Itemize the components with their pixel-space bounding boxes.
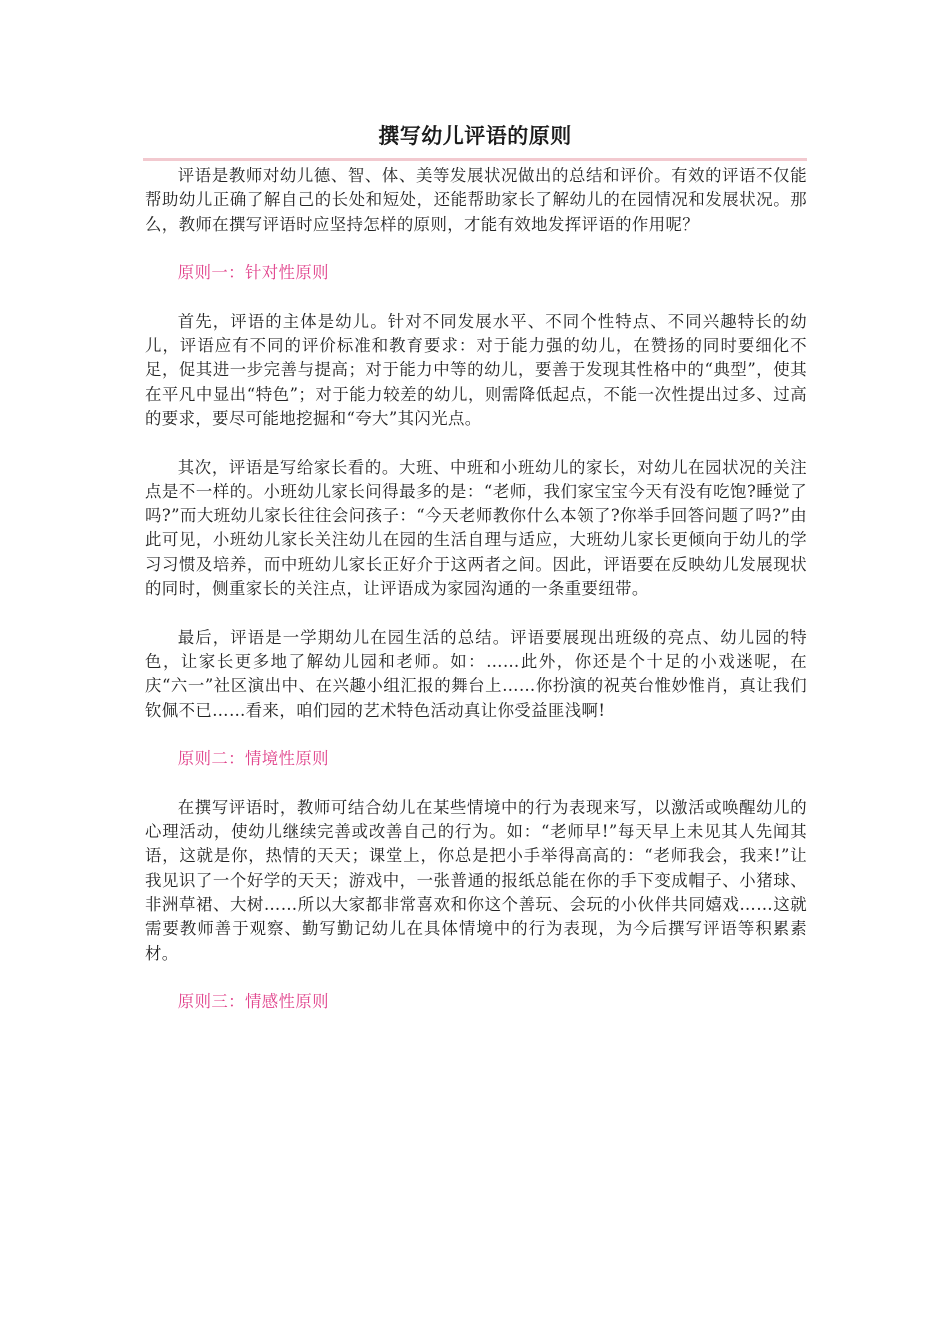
document-body [145,164,807,1014]
section1-paragraph-3: 最后，评语是一学期幼儿在园生活的总结。评语要展现出班级的亮点、幼儿园的特色，让家长更多地了解幼儿园和老师。如：……此外，你还是个十足的小戏迷呢，在庆“六一”社区演出中、在兴趣小组汇报的舞台上……你扮演的祝英台惟妙惟肖，真让我们钦佩不已……看来，咱们园的艺术特色活动真让你受益匪浅啊! [145,627,807,720]
intro-paragraph: 评语是教师对幼儿德、智、体、美等发展状况做出的总结和评价。有效的评语不仅能帮助幼儿正确了解自己的长处和短处，还能帮助家长了解幼儿的在园情况和发展状况。那么，教师在撰写评语时应坚持怎样的原则，才能有效地发挥评语的作用呢？ [145,166,807,234]
section1-paragraph-1: 首先，评语的主体是幼儿。针对不同发展水平、不同个性特点、不同兴趣特长的幼儿，评语应有不同的评价标准和教育要求：对于能力强的幼儿，在赞扬的同时要细化不足，促其进一步完善与提高；对于能力中等的幼儿，要善于发现其性格中的“典型”，使其在平凡中显出“特色”；对于能力较差的幼儿，则需降低起点，不能一次性提出过多、过高的要求，要尽可能地挖掘和“夸大”其闪光点。 [145,311,807,428]
section-heading-1: 原则一：针对性原则 [177,263,329,283]
section-heading-3: 原则三：情感性原则 [177,992,329,1012]
title-underline [143,158,807,161]
document-title: 撰写幼儿评语的原则 [378,123,572,148]
section1-paragraph-2: 其次，评语是写给家长看的。大班、中班和小班幼儿的家长，对幼儿在园状况的关注点是不一样的。小班幼儿家长问得最多的是：“老师，我们家宝宝今天有没有吃饱?睡觉了吗?”而大班幼儿家长往往会问孩子：“今天老师教你什么本领了?你举手回答问题了吗?”由此可见，小班幼儿家长关注幼儿在园的生活自理与适应，大班幼儿家长更倾向于幼儿的学习习惯及培养，而中班幼儿家长正好介于这两者之间。因此，评语要在反映幼儿发展现状的同时，侧重家长的关注点，让评语成为家园沟通的一条重要纽带。 [145,457,807,599]
section2-paragraph-1: 在撰写评语时，教师可结合幼儿在某些情境中的行为表现来写，以激活或唤醒幼儿的心理活动，使幼儿继续完善或改善自己的行为。如：“老师早!”每天早上未见其人先闻其语，这就是你，热情的天天；课堂上，你总是把小手举得高高的：“老师我会，我来!”让我见识了一个好学的天天；游戏中，一张普通的报纸总能在你的手下变成帽子、小猪球、非洲草裙、大树……所以大家都非常喜欢和你这个善玩、会玩的小伙伴共同嬉戏……这就需要教师善于观察、勤写勤记幼儿在具体情境中的行为表现，为今后撰写评语等积累素材。 [145,797,807,963]
section-heading-2: 原则二：情境性原则 [177,749,329,769]
